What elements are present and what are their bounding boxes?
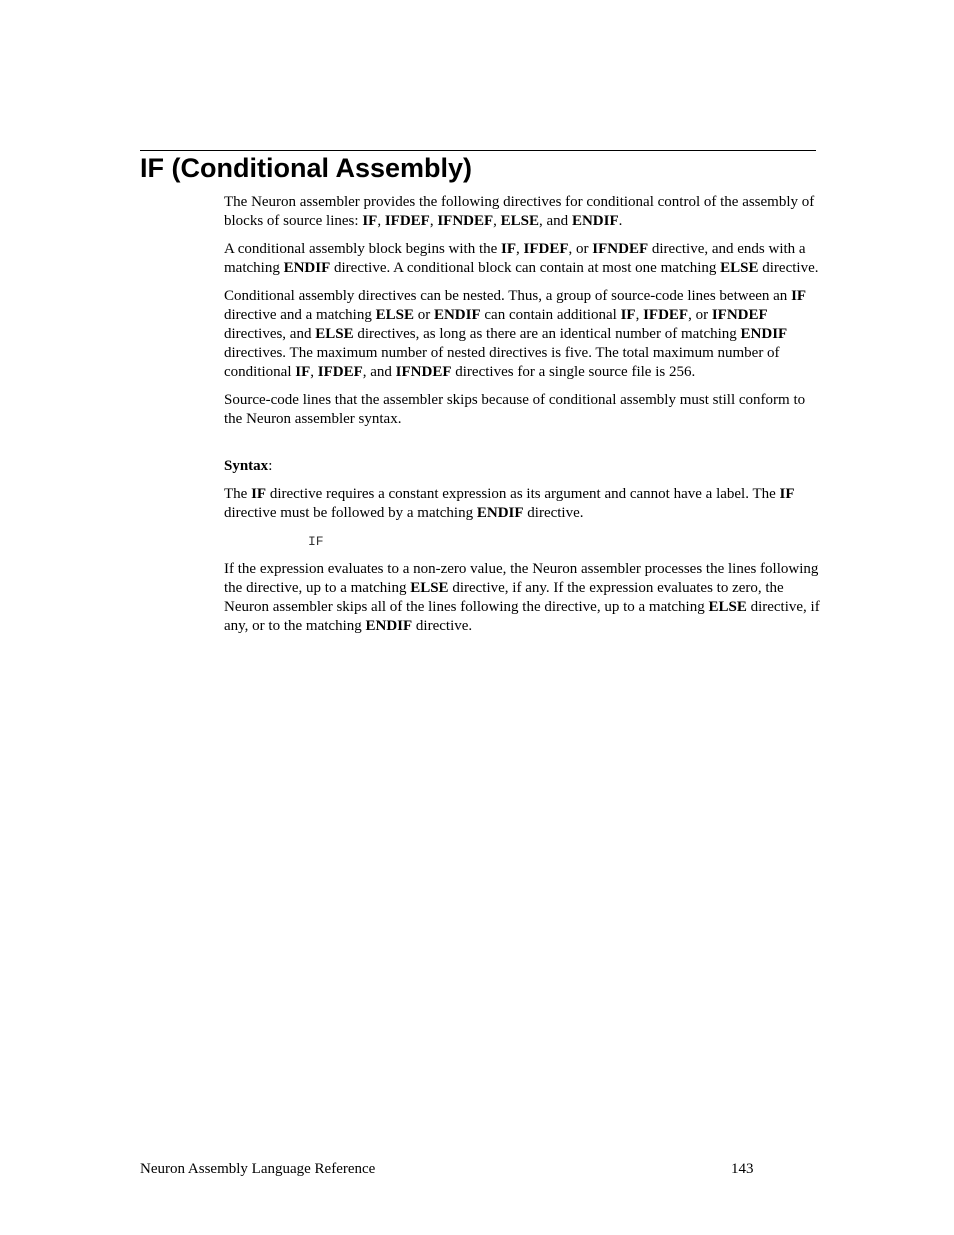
nesting-paragraph	[224, 287, 824, 382]
footer-page-number: 143	[731, 1161, 754, 1177]
body-column	[224, 193, 824, 645]
evaluation-paragraph	[224, 560, 824, 636]
syntax-heading	[224, 457, 824, 476]
block-paragraph	[224, 240, 824, 278]
text-run: ,	[516, 241, 524, 257]
text-run: directive, and ends with a matching	[224, 241, 806, 276]
bold-term: IFDEF	[643, 307, 689, 323]
bold-term: IFDEF	[523, 241, 569, 257]
text-run: :	[268, 458, 273, 474]
syntax-paragraph	[224, 485, 824, 523]
syntax-conformance-paragraph	[224, 391, 824, 429]
text-run: directive requires a constant expression as its argument and cannot have a label. The	[266, 486, 780, 502]
text-run: The Neuron assembler provides the following directives for conditional control of the assembly of blocks of source lines:	[224, 194, 815, 229]
text-run: directive and a matching	[224, 307, 376, 323]
text-run: , or	[688, 307, 712, 323]
bold-term: ELSE	[410, 580, 449, 596]
bold-term: IF	[295, 364, 311, 380]
bold-term: IF	[362, 213, 378, 229]
bold-term: IF	[779, 486, 795, 502]
text-run: ,	[377, 213, 385, 229]
bold-term: IF	[620, 307, 636, 323]
text-run: directive, if any, or to the matching	[224, 599, 820, 634]
text-run: can contain additional	[480, 307, 621, 323]
page-title: IF (Conditional Assembly)	[140, 153, 473, 183]
text-run: directive.	[412, 618, 473, 634]
text-run: If the expression evaluates to a non-zero value, the Neuron assembler processes the lines following the directive, up to a matching	[224, 561, 819, 596]
text-run: directive must be followed by a matching	[224, 505, 477, 521]
bold-term: ENDIF	[283, 260, 331, 276]
text-run: , and	[362, 364, 396, 380]
bold-term: IFNDEF	[437, 213, 494, 229]
bold-term: ENDIF	[365, 618, 413, 634]
text-run: or	[413, 307, 434, 323]
bold-term: IFDEF	[384, 213, 430, 229]
bold-term: IFDEF	[317, 364, 363, 380]
bold-term: IFNDEF	[592, 241, 649, 257]
bold-term: ENDIF	[571, 213, 619, 229]
footer-book-title: Neuron Assembly Language Reference	[140, 1161, 376, 1177]
text-run: Conditional assembly directives can be nested. Thus, a group of source-code lines between an	[224, 288, 792, 304]
bold-term: IF	[791, 288, 807, 304]
bold-term: IF	[501, 241, 517, 257]
text-run: directives for a single source file is 256.	[451, 364, 696, 380]
bold-term: Syntax	[224, 458, 269, 474]
text-run: directive, if any. If the expression evaluates to zero, the Neuron assembler skips all of the lines following the directive, up to a matching	[224, 580, 784, 615]
bold-term: ELSE	[720, 260, 759, 276]
text-run: A conditional assembly block begins with the	[224, 241, 502, 257]
bold-term: ENDIF	[476, 505, 524, 521]
text-run: directive.	[758, 260, 819, 276]
bold-term: ELSE	[708, 599, 747, 615]
text-run: .	[618, 213, 623, 229]
bold-term: ENDIF	[433, 307, 481, 323]
text-run: directive.	[523, 505, 584, 521]
text-run: Source-code lines that the assembler skips because of conditional assembly must still conform to the Neuron assembler syntax.	[224, 392, 806, 427]
code-example: IF	[308, 534, 324, 549]
intro-paragraph	[224, 193, 824, 231]
text-run: ,	[429, 213, 438, 229]
bold-term: IFNDEF	[395, 364, 452, 380]
text-run: ,	[635, 307, 644, 323]
bold-term: IF	[251, 486, 267, 502]
bold-term: ELSE	[315, 326, 354, 342]
bold-term: ENDIF	[740, 326, 788, 342]
text-run: ,	[493, 213, 501, 229]
bold-term: ELSE	[375, 307, 414, 323]
text-run: directive. A conditional block can contain at most one matching	[330, 260, 721, 276]
text-run: The	[224, 486, 252, 502]
text-run: directives. The maximum number of nested directives is five. The total maximum number of conditional	[224, 345, 780, 380]
bold-term: IFNDEF	[711, 307, 768, 323]
text-run: ,	[310, 364, 318, 380]
text-run: , or	[568, 241, 593, 257]
text-run: directives, as long as there are an identical number of matching	[353, 326, 741, 342]
text-run: directives, and	[224, 326, 316, 342]
text-run: , and	[539, 213, 572, 229]
bold-term: ELSE	[500, 213, 540, 229]
